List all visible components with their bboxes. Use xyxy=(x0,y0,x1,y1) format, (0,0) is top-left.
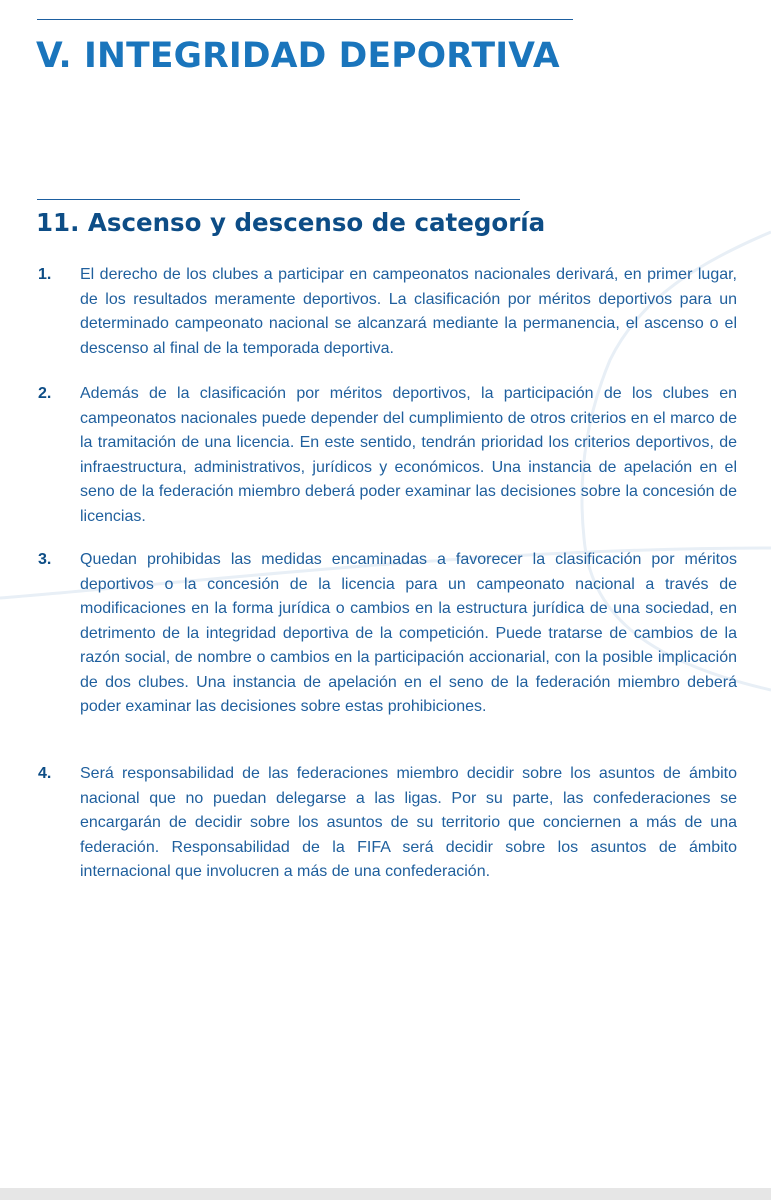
chapter-divider xyxy=(37,19,573,20)
page-bottom-edge xyxy=(0,1188,771,1200)
paragraph-text: El derecho de los clubes a participar en campeonatos nacionales derivará, en primer lugar, de los resultados meramente deportivos. La clasificación por méritos deportivos para un determinado campeonato nacional se alcanzará mediante la permanencia, el ascenso o el descenso al final de la temporada deportiva. xyxy=(80,266,737,357)
paragraph-number: 2. xyxy=(38,385,52,402)
section-divider xyxy=(37,199,520,200)
paragraph-number: 1. xyxy=(38,266,52,283)
chapter-title: V. INTEGRIDAD DEPORTIVA xyxy=(36,36,560,76)
paragraph-text: Quedan prohibidas las medidas encaminadas a favorecer la clasificación por méritos deportivos o la concesión de la licencia para un campeonato nacional a través de modificaciones en la forma jurídica o cambios en la estructura jurídica de una sociedad, en detrimento de la integridad deportiva de la competición. Puede tratarse de cambios de la razón social, de nombre o cambios en la participación accionarial, con la posible implicación de dos clubes. Una instancia de apelación en el seno de la federación miembro deberá poder examinar las decisiones sobre estas prohibiciones. xyxy=(80,551,737,715)
paragraph-number: 4. xyxy=(38,765,52,782)
paragraph-text: Además de la clasificación por méritos deportivos, la participación de los clubes en campeonatos nacionales puede depender del cumplimiento de otros criterios en el marco de la tramitación de una licencia. En este sentido, tendrán prioridad los criterios deportivos, de infraestructura, administrativos, jurídicos y económicos. Una instancia de apelación en el seno de la federación miembro deberá poder examinar las decisiones sobre la concesión de licencias. xyxy=(80,385,737,525)
paragraph-number: 3. xyxy=(38,551,52,568)
section-title: 11. Ascenso y descenso de categoría xyxy=(36,208,546,237)
paragraph-text: Será responsabilidad de las federaciones miembro decidir sobre los asuntos de ámbito nacional que no puedan delegarse a las ligas. Por su parte, las confederaciones se encargarán de decidir sobre los asuntos de su territorio que conciernen a más de una federación. Responsabilidad de la FIFA será decidir sobre los asuntos de ámbito internacional que involucren a más de una confederación. xyxy=(80,765,737,880)
